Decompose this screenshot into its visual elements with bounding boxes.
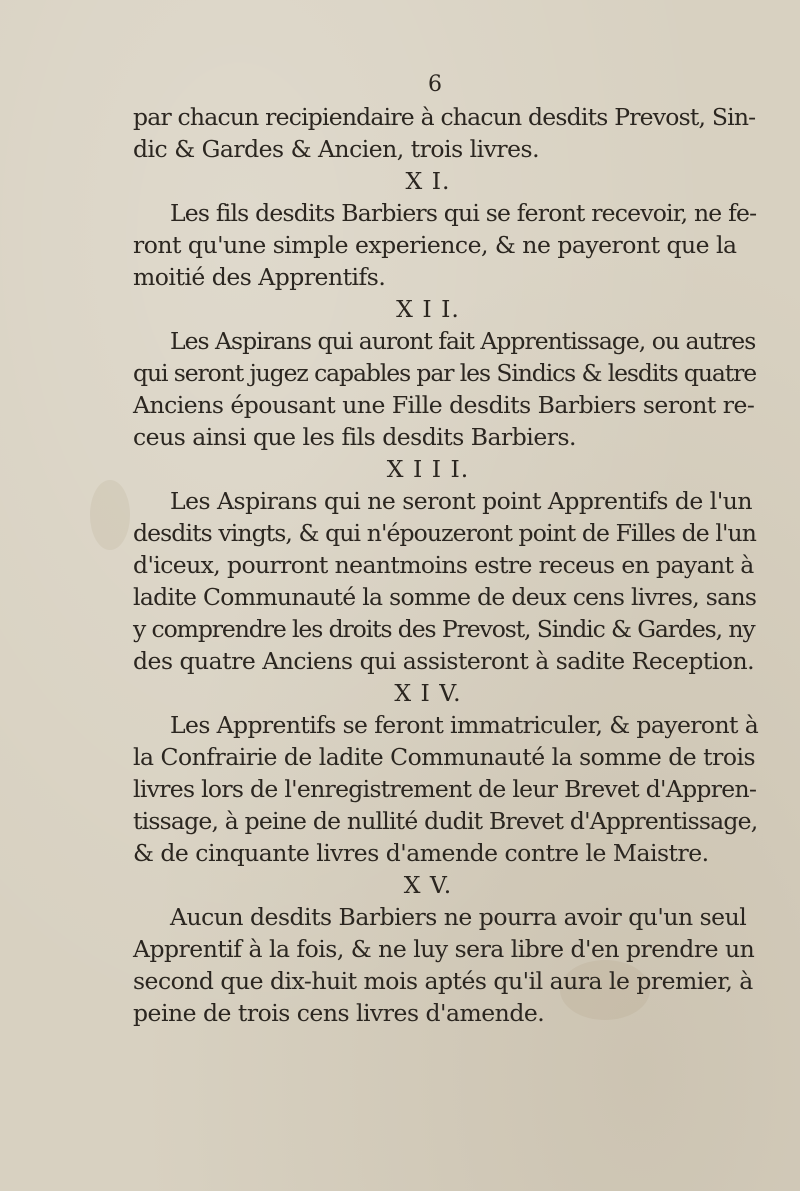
text-line: second que dix-huit mois aptés qu'il aura le premier, à bbox=[133, 967, 753, 995]
paper-stain bbox=[90, 480, 130, 550]
text-line: ront qu'une simple experience, & ne payeront que la bbox=[133, 231, 737, 259]
text-line: Les Aspirans qui auront fait Apprentissage, ou autres bbox=[170, 327, 756, 355]
text-line: livres lors de l'enregistrement de leur Brevet d'Appren- bbox=[133, 775, 757, 803]
page-number: 6 bbox=[428, 72, 442, 97]
text-line: peine de trois cens livres d'amende. bbox=[133, 999, 545, 1027]
article-heading: X I V. bbox=[394, 679, 462, 707]
text-line: qui seront jugez capables par les Sindics & lesdits quatre bbox=[133, 359, 757, 387]
text-line: Aucun desdits Barbiers ne pourra avoir qu'un seul bbox=[170, 903, 747, 931]
article-heading: X I. bbox=[405, 167, 451, 195]
body-text bbox=[133, 101, 758, 1029]
text-line: Les Apprentifs se feront immatriculer, & payeront à bbox=[170, 711, 759, 739]
text-line: desdits vingts, & qui n'épouzeront point de Filles de l'un bbox=[133, 519, 756, 547]
text-line: ceus ainsi que les fils desdits Barbiers. bbox=[133, 423, 576, 451]
text-line: des quatre Anciens qui assisteront à sadite Reception. bbox=[133, 647, 755, 675]
article-heading: X V. bbox=[403, 871, 453, 899]
text-line: par chacun recipiendaire à chacun desdits Prevost, Sin- bbox=[133, 103, 756, 131]
text-line: d'iceux, pourront neantmoins estre receus en payant à bbox=[133, 551, 754, 579]
text-line: Apprentif à la fois, & ne luy sera libre d'en prendre un bbox=[133, 935, 755, 963]
text-line: y comprendre les droits des Prevost, Sindic & Gardes, ny bbox=[133, 615, 755, 643]
text-line: tissage, à peine de nullité dudit Brevet d'Apprentissage, bbox=[133, 807, 758, 835]
text-line: & de cinquante livres d'amende contre le Maistre. bbox=[133, 839, 709, 867]
text-line: la Confrairie de ladite Communauté la somme de trois bbox=[133, 743, 756, 771]
article-heading: X I I I. bbox=[386, 455, 470, 483]
text-line: Les Aspirans qui ne seront point Apprentifs de l'un bbox=[170, 487, 753, 515]
text-line: Les fils desdits Barbiers qui se feront recevoir, ne fe- bbox=[170, 199, 757, 227]
text-line: dic & Gardes & Ancien, trois livres. bbox=[133, 135, 540, 163]
text-line: moitié des Apprentifs. bbox=[133, 263, 386, 291]
text-line: ladite Communauté la somme de deux cens livres, sans bbox=[133, 583, 757, 611]
article-heading: X I I. bbox=[396, 295, 460, 323]
text-line: Anciens épousant une Fille desdits Barbiers seront re- bbox=[133, 391, 755, 419]
